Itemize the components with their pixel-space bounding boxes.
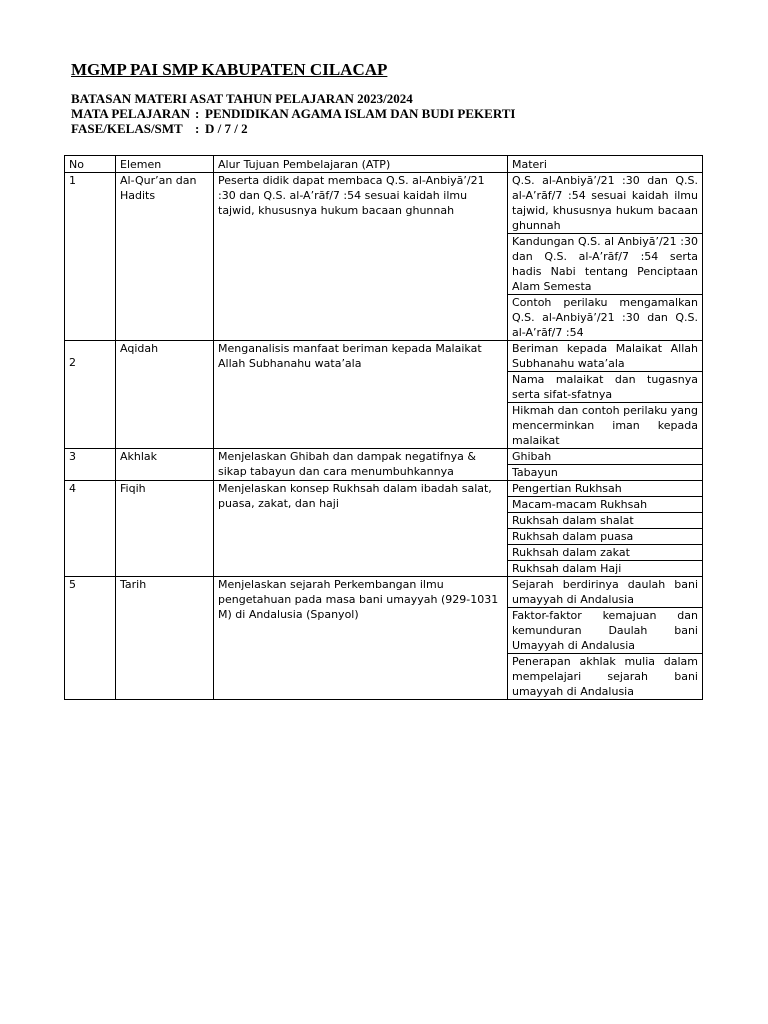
table-row (65, 577, 703, 608)
cell-materi: Pengertian Rukhsah (508, 481, 703, 497)
cell-atp: Menjelaskan konsep Rukhsah dalam ibadah salat, puasa, zakat, dan haji (214, 481, 508, 577)
cell-materi: Rukhsah dalam Haji (508, 561, 703, 577)
cell-atp: Menjelaskan sejarah Perkembangan ilmu pengetahuan pada masa bani umayyah (929-1031 M) di Andalusia (Spanyol) (214, 577, 508, 700)
cell-materi: Hikmah dan contoh perilaku yang mencerminkan iman kepada malaikat (508, 403, 703, 449)
cell-atp: Peserta didik dapat membaca Q.S. al-Anbiyā’/21 :30 dan Q.S. al-A’rāf/7 :54 sesuai kaidah ilmu tajwid, khususnya hukum bacaan ghunnah (214, 173, 508, 341)
col-header-atp: Alur Tujuan Pembelajaran (ATP) (214, 156, 508, 173)
cell-materi: Nama malaikat dan tugasnya serta sifat-sfatnya (508, 372, 703, 403)
table-row (65, 481, 703, 497)
cell-elemen: Al-Qur’an dan Hadits (116, 173, 214, 341)
cell-materi: Penerapan akhlak mulia dalam mempelajari sejarah bani umayyah di Andalusia (508, 654, 703, 700)
cell-elemen: Aqidah (116, 341, 214, 449)
mapel-separator: : (195, 106, 200, 121)
document-title: MGMP PAI SMP KABUPATEN CILACAP (71, 60, 388, 79)
cell-materi: Kandungan Q.S. al Anbiyā’/21 :30 dan Q.S. al-A’rāf/7 :54 serta hadis Nabi tentang Penciptaan Alam Semesta (508, 234, 703, 295)
cell-materi: Contoh perilaku mengamalkan Q.S. al-Anbiyā’/21 :30 dan Q.S. al-A’rāf/7 :54 (508, 295, 703, 341)
table-header-row (65, 156, 703, 173)
mapel-label: MATA PELAJARAN (71, 106, 191, 121)
fase-label: FASE/KELAS/SMT (71, 121, 183, 136)
cell-elemen: Fiqih (116, 481, 214, 577)
table-row (65, 341, 703, 372)
batasan-line: BATASAN MATERI ASAT TAHUN PELAJARAN 2023/2024 (71, 91, 413, 106)
document-meta (71, 91, 516, 136)
cell-materi: Rukhsah dalam shalat (508, 513, 703, 529)
cell-no: 4 (65, 481, 116, 577)
col-header-elemen: Elemen (116, 156, 214, 173)
fase-separator: : (195, 121, 200, 136)
materi-table (64, 155, 703, 700)
mapel-value: PENDIDIKAN AGAMA ISLAM DAN BUDI PEKERTI (205, 106, 516, 121)
cell-no: 3 (65, 449, 116, 481)
cell-materi: Rukhsah dalam puasa (508, 529, 703, 545)
cell-materi: Rukhsah dalam zakat (508, 545, 703, 561)
cell-atp: Menganalisis manfaat beriman kepada Malaikat Allah Subhanahu wata’ala (214, 341, 508, 449)
cell-materi: Sejarah berdirinya daulah bani umayyah di Andalusia (508, 577, 703, 608)
cell-materi: Tabayun (508, 465, 703, 481)
fase-line (71, 121, 516, 136)
table-row (65, 449, 703, 465)
cell-materi: Q.S. al-Anbiyā’/21 :30 dan Q.S. al-A’rāf/7 :54 sesuai kaidah ilmu tajwid, khususnya hukum bacaan ghunnah (508, 173, 703, 234)
cell-elemen: Tarih (116, 577, 214, 700)
table-row (65, 173, 703, 234)
cell-no: 5 (65, 577, 116, 700)
cell-no: 2 (65, 341, 116, 449)
col-header-materi: Materi (508, 156, 703, 173)
cell-materi: Faktor-faktor kemajuan dan kemunduran Daulah bani Umayyah di Andalusia (508, 608, 703, 654)
cell-atp: Menjelaskan Ghibah dan dampak negatifnya & sikap tabayun dan cara menumbuhkannya (214, 449, 508, 481)
fase-value: D / 7 / 2 (205, 121, 248, 136)
cell-no: 1 (65, 173, 116, 341)
cell-materi: Beriman kepada Malaikat Allah Subhanahu wata’ala (508, 341, 703, 372)
cell-elemen: Akhlak (116, 449, 214, 481)
col-header-no: No (65, 156, 116, 173)
mapel-line (71, 106, 516, 121)
cell-materi: Macam-macam Rukhsah (508, 497, 703, 513)
cell-materi: Ghibah (508, 449, 703, 465)
